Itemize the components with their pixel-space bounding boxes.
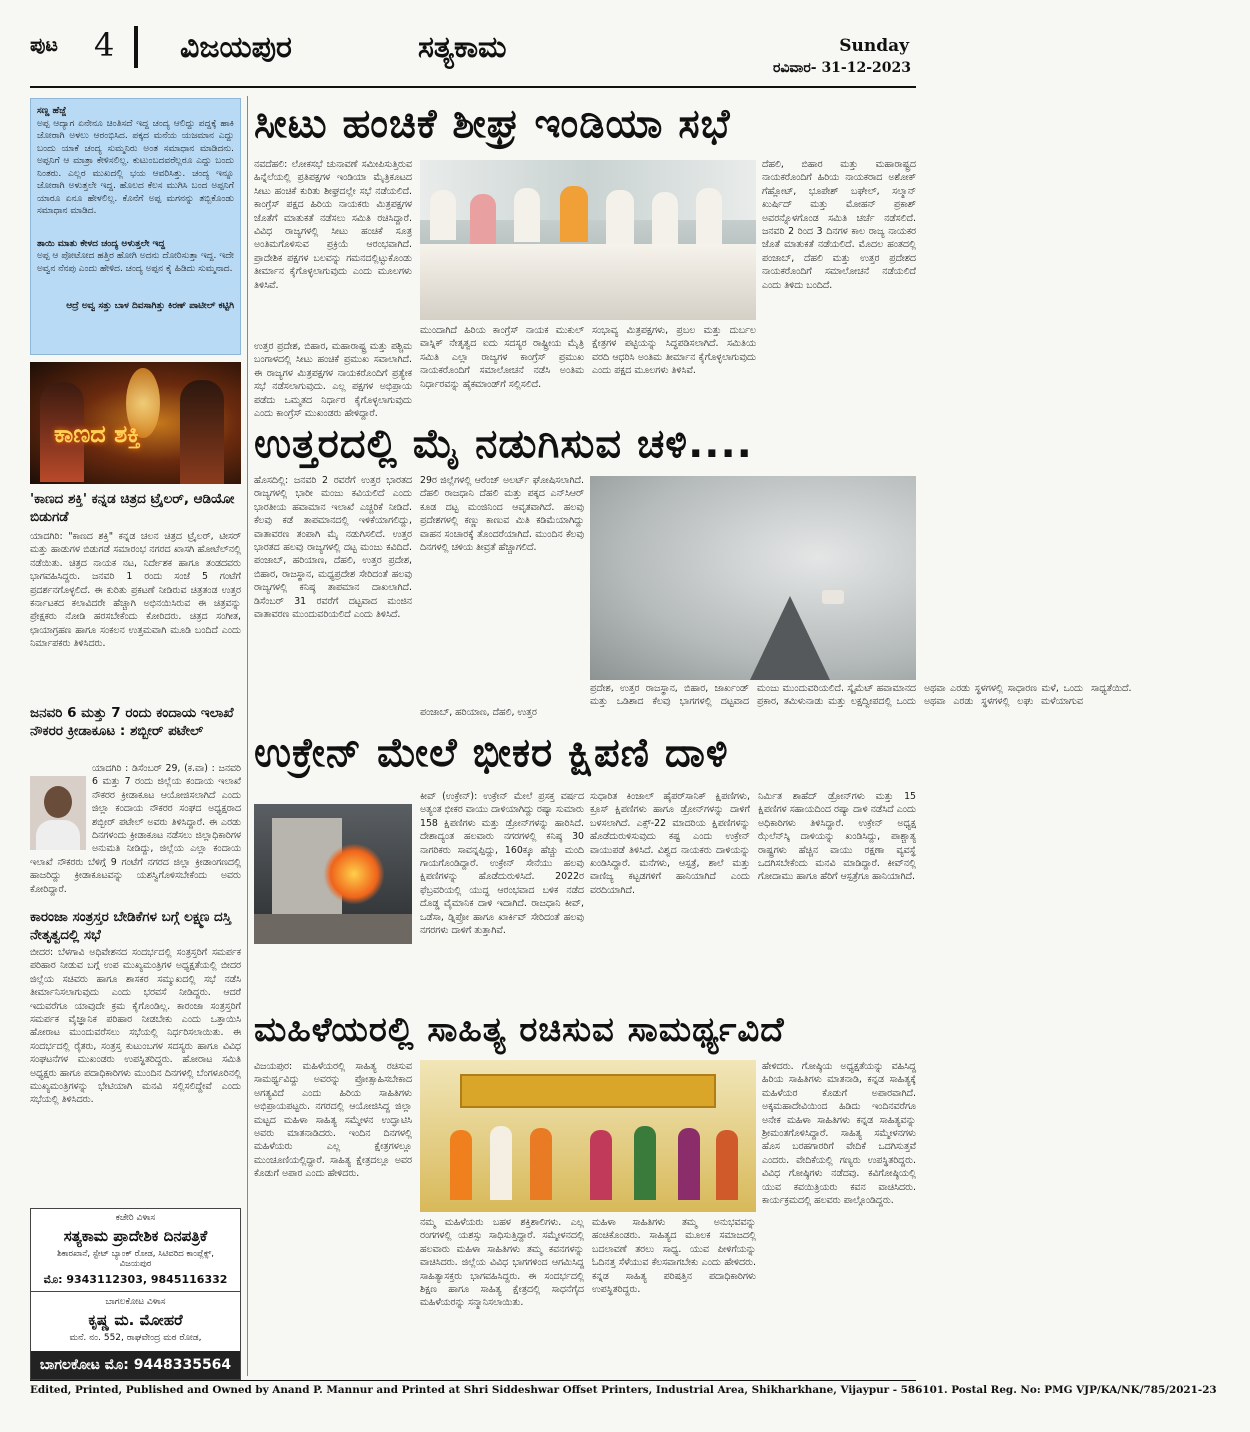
- film-poster: [30, 362, 241, 484]
- fire: [324, 844, 384, 904]
- sports-story-body: [30, 762, 241, 902]
- women-col-3: ಹೇಳಿದರು. ಗೋಷ್ಠಿಯ ಅಧ್ಯಕ್ಷತೆಯನ್ನು ವಹಿಸಿದ್ದ ಹಿರಿಯ ಸಾಹಿತಿಗಳು ಮಾತನಾಡಿ, ಕನ್ನಡ ಸಾಹಿತ್ಯಕ್ಕೆ ಮಹಿಳೆಯರ ಕೊಡುಗೆ ಅಪಾರವಾಗಿದೆ. ಅಕ್ಕಮಹಾದೇವಿಯಿಂದ ಹಿಡಿದು ಇಂದಿನವರೆಗೂ ಅನೇಕ ಮಹಿಳಾ ಸಾಹಿತಿಗಳು ಕನ್ನಡ ಸಾಹಿತ್ಯವನ್ನು ಶ್ರೀಮಂತಗೊಳಿಸಿದ್ದಾರೆ. ಸಾಹಿತ್ಯ ಸಮ್ಮೇಳನಗಳು ಹೊಸ ಬರಹಗಾರರಿಗೆ ವೇದಿಕೆ ಒದಗಿಸುತ್ತವೆ ಎಂದರು. ವೇದಿಕೆಯಲ್ಲಿ ಗಣ್ಯರು ಉಪಸ್ಥಿತರಿದ್ದರು. ವಿವಿಧ ಗೋಷ್ಠಿಗಳು ನಡೆದವು. ಕವಿಗೋಷ್ಠಿಯಲ್ಲಿ ಯುವ ಕವಯಿತ್ರಿಯರು ಕವನ ವಾಚಿಸಿದರು. ಕಾರ್ಯಕ್ರಮದಲ್ಲಿ ಹಲವರು ಪಾಲ್ಗೊಂಡಿದ್ದರು.: [762, 1061, 916, 1207]
- stage-person-3: [530, 1128, 552, 1200]
- fog-road-photo: [590, 476, 916, 680]
- person-1: [430, 190, 456, 240]
- women-col-1: ವಿಜಯಪುರ: ಮಹಿಳೆಯರಲ್ಲಿ ಸಾಹಿತ್ಯ ರಚಿಸುವ ಸಾಮರ್ಥ್ಯವಿದ್ದು ಅವರನ್ನು ಪ್ರೋತ್ಸಾಹಿಸಬೇಕಾದ ಅಗತ್ಯವಿದೆ ಎಂದು ಹಿರಿಯ ಸಾಹಿತಿಗಳು ಅಭಿಪ್ರಾಯಪಟ್ಟರು. ನಗರದಲ್ಲಿ ಆಯೋಜಿಸಿದ್ದ ಜಿಲ್ಲಾ ಮಟ್ಟದ ಮಹಿಳಾ ಸಾಹಿತ್ಯ ಸಮ್ಮೇಳನ ಉದ್ಘಾಟಿಸಿ ಅವರು ಮಾತನಾಡಿದರು. ಇಂದಿನ ದಿನಗಳಲ್ಲಿ ಮಹಿಳೆಯರು ಎಲ್ಲ ಕ್ಷೇತ್ರಗಳಲ್ಲೂ ಮುಂಚೂಣಿಯಲ್ಲಿದ್ದಾರೆ. ಸಾಹಿತ್ಯ ಕ್ಷೇತ್ರದಲ್ಲೂ ಅವರ ಕೊಡುಗೆ ಅಪಾರ ಎಂದು ಹೇಳಿದರು.: [254, 1061, 412, 1180]
- karanja-story-body: ಬೀದರ: ಬೆಳಗಾವಿ ಅಧಿವೇಶನದ ಸಂದರ್ಭದಲ್ಲಿ ಸಂತ್ರಸ್ತರಿಗೆ ಸಮರ್ಪಕ ಪರಿಹಾರ ನೀಡುವ ಬಗ್ಗೆ ಉಪ ಮುಖ್ಯಮಂತ್ರಿಗಳ ಅಧ್ಯಕ್ಷತೆಯಲ್ಲಿ ಬೀದರ ಜಿಲ್ಲೆಯ ಸಚಿವರು ಹಾಗೂ ಶಾಸಕರ ಸಮ್ಮುಖದಲ್ಲಿ ಸಭೆ ನಡೆಸಿ ತೀರ್ಮಾನಿಸಲಾಗುವುದು ಎಂದು ಭರವಸೆ ನೀಡಿದ್ದರು. ಆದರೆ ಇದುವರೆಗೂ ಯಾವುದೇ ಕ್ರಮ ಕೈಗೊಂಡಿಲ್ಲ. ಕಾರಂಜಾ ಸಂತ್ರಸ್ತರಿಗೆ ಸಮರ್ಪಕ ವೈಜ್ಞಾನಿಕ ಪರಿಹಾರ ನೀಡಬೇಕು ಎಂದು ಒತ್ತಾಯಿಸಿ ಹೋರಾಟ ಮುಂದುವರೆಸಲು ಸಭೆಯಲ್ಲಿ ನಿರ್ಧರಿಸಲಾಯಿತು. ಈ ಸಂದರ್ಭದಲ್ಲಿ ರೈತರು, ಸಂತ್ರಸ್ತ ಕುಟುಂಬಗಳ ಸದಸ್ಯರು ಹಾಗೂ ವಿವಿಧ ಸಂಘಟನೆಗಳ ಮುಖಂಡರು ಉಪಸ್ಥಿತರಿದ್ದರು. ಹೋರಾಟ ಸಮಿತಿ ಅಧ್ಯಕ್ಷರು ಹಾಗೂ ಪದಾಧಿಕಾರಿಗಳು ಮುಂದಿನ ದಿನಗಳಲ್ಲಿ ಬೆಂಗಳೂರಿನಲ್ಲಿ ಮುಖ್ಯಮಂತ್ರಿಗಳನ್ನು ಭೇಟಿಯಾಗಿ ಮನವಿ ಸಲ್ಲಿಸಲಿದ್ದೇವೆ ಎಂದು ಸಭೆಯಲ್ಲಿ ತಿಳಿಸಿದರು.: [30, 947, 241, 1106]
- india-col-2: ಉತ್ತರ ಪ್ರದೇಶ, ಬಿಹಾರ, ಮಹಾರಾಷ್ಟ್ರ ಮತ್ತು ಪಶ್ಚಿಮ ಬಂಗಾಳದಲ್ಲಿ ಸೀಟು ಹಂಚಿಕೆ ಪ್ರಮುಖ ಸವಾಲಾಗಿದೆ. ಈ ರಾಜ್ಯಗಳ ಮಿತ್ರಪಕ್ಷಗಳ ನಾಯಕರೊಂದಿಗೆ ಪ್ರತ್ಯೇಕ ಸಭೆ ನಡೆಸಲಾಗುವುದು. ಎಲ್ಲ ಪಕ್ಷಗಳ ಅಭಿಪ್ರಾಯ ಪಡೆದು ಒಮ್ಮತದ ನಿರ್ಧಾರ ಕೈಗೊಳ್ಳಲಾಗುವುದು ಎಂದು ಕಾಂಗ್ರೆಸ್ ಮುಖಂಡರು ಹೇಳಿದ್ದಾರೆ.: [254, 341, 412, 420]
- ukraine-headline: ಉಕ್ರೇನ್ ಮೇಲೆ ಭೀಕರ ಕ್ಷಿಪಣಿ ದಾಳಿ: [254, 730, 729, 776]
- imprint-line: Edited, Printed, Published and Owned by Anand P. Mannur and Printed at Shri Siddeshwar Offset Printers, Industrial Area, Shikharkhane, Vijaypur - 586101. Postal Reg. No: PMG VJP/KA/NK/785/2021-23: [30, 1384, 1217, 1396]
- women-col-2b: ಮಹಿಳಾ ಸಾಹಿತಿಗಳು ತಮ್ಮ ಅನುಭವವನ್ನು ಹಂಚಿಕೊಂಡರು. ಸಾಹಿತ್ಯದ ಮೂಲಕ ಸಮಾಜದಲ್ಲಿ ಬದಲಾವಣೆ ತರಲು ಸಾಧ್ಯ. ಯುವ ಪೀಳಿಗೆಯನ್ನು ಓದಿನತ್ತ ಸೆಳೆಯುವ ಕೆಲಸವಾಗಬೇಕು ಎಂದು ಹೇಳಿದರು. ಕನ್ನಡ ಸಾಹಿತ್ಯ ಪರಿಷತ್ತಿನ ಪದಾಧಿಕಾರಿಗಳು ಉಪಸ್ಥಿತರಿದ್ದರು.: [592, 1217, 756, 1296]
- rubble: [254, 914, 412, 944]
- office-address-ad: [30, 1208, 241, 1380]
- edition-city: ವಿಜಯಪುರ: [180, 30, 292, 65]
- paper-name: ಸತ್ಯಕಾಮ: [418, 30, 507, 65]
- stage-person-7: [716, 1130, 738, 1200]
- india-col-1: ನವದೆಹಲಿ: ಲೋಕಸಭೆ ಚುನಾವಣೆ ಸಮೀಪಿಸುತ್ತಿರುವ ಹಿನ್ನೆಲೆಯಲ್ಲಿ ಪ್ರತಿಪಕ್ಷಗಳ ಇಂಡಿಯಾ ಮೈತ್ರಿಕೂಟದ ಸೀಟು ಹಂಚಿಕೆ ಕುರಿತು ಶೀಘ್ರದಲ್ಲೇ ಸಭೆ ನಡೆಯಲಿದೆ. ಕಾಂಗ್ರೆಸ್ ಪಕ್ಷದ ಹಿರಿಯ ನಾಯಕರು ಮಿತ್ರಪಕ್ಷಗಳ ಜೊತೆಗೆ ಮಾತುಕತೆ ನಡೆಸಲು ಸಮಿತಿ ರಚಿಸಿದ್ದಾರೆ. ವಿವಿಧ ರಾಜ್ಯಗಳಲ್ಲಿ ಸೀಟು ಹಂಚಿಕೆ ಸೂತ್ರ ಅಂತಿಮಗೊಳಿಸುವ ಪ್ರಕ್ರಿಯೆ ಆರಂಭವಾಗಿದೆ. ಪ್ರಾದೇಶಿಕ ಪಕ್ಷಗಳ ಬಲವನ್ನು ಗಮನದಲ್ಲಿಟ್ಟುಕೊಂಡು ತೀರ್ಮಾನ ಕೈಗೊಳ್ಳಲಾಗುವುದು ಎಂದು ಮೂಲಗಳು ತಿಳಿಸಿವೆ.: [254, 159, 412, 291]
- india-col-3: ದೆಹಲಿ, ಬಿಹಾರ ಮತ್ತು ಮಹಾರಾಷ್ಟ್ರದ ನಾಯಕರೊಂದಿಗೆ ಹಿರಿಯ ನಾಯಕರಾದ ಅಶೋಕ್ ಗೆಹ್ಲೋಟ್, ಭೂಪೇಶ್ ಬಘೇಲ್, ಸಲ್ಮಾನ್ ಖುರ್ಷಿದ್ ಮತ್ತು ಮೋಹನ್ ಪ್ರಕಾಶ್ ಅವರನ್ನೊಳಗೊಂಡ ಸಮಿತಿ ಚರ್ಚೆ ನಡೆಸಲಿದೆ. ಜನವರಿ 2 ರಿಂದ 3 ದಿನಗಳ ಕಾಲ ರಾಜ್ಯ ನಾಯಕರ ಜೊತೆ ಮಾತುಕತೆ ನಡೆಯಲಿದೆ. ಮೊದಲ ಹಂತದಲ್ಲಿ ಪಂಜಾಬ್, ದೆಹಲಿ ಮತ್ತು ಉತ್ತರ ಪ್ರದೇಶದ ನಾಯಕರೊಂದಿಗೆ ಸಮಾಲೋಚನೆ ನಡೆಯಲಿದೆ ಎಂದು ತಿಳಿದು ಬಂದಿದೆ.: [762, 159, 916, 291]
- page-label: ಪುಟ: [30, 34, 58, 56]
- masthead-rule: [30, 86, 916, 88]
- poster-figure-right: [180, 380, 224, 484]
- india-col-2b: ಮುಂದಾಗಿದೆ ಹಿರಿಯ ಕಾಂಗ್ರೆಸ್ ನಾಯಕ ಮುಕುಲ್ ವಾಸ್ನಿಕ್ ನೇತೃತ್ವದ ಐದು ಸದಸ್ಯರ ರಾಷ್ಟ್ರೀಯ ಮೈತ್ರಿ ಸಮಿತಿ ಎಲ್ಲಾ ರಾಜ್ಯಗಳ ಕಾಂಗ್ರೆಸ್ ಪ್ರಮುಖ ನಾಯಕರೊಂದಿಗೆ ಸಮಾಲೋಚನೆ ನಡೆಸಿ ಅಂತಿಮ ನಿರ್ಧಾರವನ್ನು ಹೈಕಮಾಂಡ್‌ಗೆ ಸಲ್ಲಿಸಲಿದೆ.: [420, 325, 584, 390]
- karanja-story-headline: ಕಾರಂಜಾ ಸಂತ್ರಸ್ತರ ಬೇಡಿಕೆಗಳ ಬಗ್ಗೆ ಲಕ್ಷ್ಮಣ ದಸ್ತಿ ನೇತೃತ್ವದಲ್ಲಿ ಸಭೆ: [30, 909, 232, 943]
- film-story-headline: 'ಕಾಣದ ಶಕ್ತಿ' ಕನ್ನಡ ಚಿತ್ರದ ಟ್ರೈಲರ್, ಆಡಿಯೋ ಬಿಡುಗಡೆ: [30, 491, 235, 525]
- missile-strike-photo: [254, 804, 412, 944]
- masthead-divider: [134, 26, 138, 68]
- day-english: Sunday: [839, 36, 909, 56]
- women-col-1b: ನಮ್ಮ ಮಹಿಳೆಯರು ಬಹಳ ಶಕ್ತಿಶಾಲಿಗಳು. ಎಲ್ಲ ರಂಗಗಳಲ್ಲಿ ಯಶಸ್ಸು ಸಾಧಿಸುತ್ತಿದ್ದಾರೆ. ಸಮ್ಮೇಳನದಲ್ಲಿ ಹಲವಾರು ಮಹಿಳಾ ಸಾಹಿತಿಗಳು ತಮ್ಮ ಕವನಗಳನ್ನು ವಾಚಿಸಿದರು. ಜಿಲ್ಲೆಯ ವಿವಿಧ ಭಾಗಗಳಿಂದ ಆಗಮಿಸಿದ್ದ ಸಾಹಿತ್ಯಾಸಕ್ತರು ಭಾಗವಹಿಸಿದ್ದರು. ಈ ಸಂದರ್ಭದಲ್ಲಿ ಶಿಕ್ಷಣ ಹಾಗೂ ಸಾಹಿತ್ಯ ಕ್ಷೇತ್ರದಲ್ಲಿ ಸಾಧನೆಗೈದ ಮಹಿಳೆಯರನ್ನು ಸನ್ಮಾನಿಸಲಾಯಿತು.: [420, 1217, 584, 1309]
- page-number: 4: [94, 26, 115, 64]
- person-4: [560, 186, 588, 242]
- ad-branch-address: ಮನೆ. ನಂ. 552, ರಾಘವೇಂದ್ರ ಮಠ ರೋಡ,: [69, 1333, 202, 1343]
- women-headline: ಮಹಿಳೆಯರಲ್ಲಿ ಸಾಹಿತ್ಯ ರಚಿಸುವ ಸಾಮರ್ಥ್ಯವಿದೆ: [254, 1010, 785, 1050]
- sports-story-headline: ಜನವರಿ 6 ಮತ್ತು 7 ರಂದು ಕಂದಾಯ ಇಲಾಖೆ ನೌಕರರ ಕ್ರೀಡಾಕೂಟ : ಶಬ್ಬೀರ್ ಪಟೇಲ್: [30, 705, 234, 739]
- cold-caption: ಪ್ರದೇಶ, ಉತ್ತರ ರಾಜಸ್ಥಾನ, ಬಿಹಾರ, ಜಾರ್ಖಂಡ್ ಮತ್ತು ಒಡಿಶಾದ ಕೆಲವು ಭಾಗಗಳಲ್ಲಿ ದಟ್ಟವಾದ ಮಂಜು ಮುಂದುವರಿಯಲಿದೆ. ಸ್ಕೈಮೆಟ್ ಹವಾಮಾನದ ಪ್ರಕಾರ, ತಮಿಳುನಾಡು ಮತ್ತು ಲಕ್ಷದ್ವೀಪದಲ್ಲಿ ಒಂದು ಅಥವಾ ಎರಡು ಸ್ಥಳಗಳಲ್ಲಿ ಸಾಧಾರಣ ಮಳೆ, ಒಂದು ಅಥವಾ ಎರಡು ಸ್ಥಳಗಳಲ್ಲಿ ಲಘು ಮಳೆಯಾಗುವ ಸಾಧ್ಯತೆಯಿದೆ.: [590, 683, 1132, 708]
- ad-paper-name: ಸತ್ಯಕಾಮ ಪ್ರಾದೇಶಿಕ ದಿನಪತ್ರಿಕೆ: [63, 1227, 208, 1245]
- india-col-3b: ಸಂಭಾವ್ಯ ಮಿತ್ರಪಕ್ಷಗಳು, ಪ್ರಬಲ ಮತ್ತು ದುರ್ಬಲ ಕ್ಷೇತ್ರಗಳ ಪಟ್ಟಿಯನ್ನು ಸಿದ್ಧಪಡಿಸಲಾಗಿದೆ. ಸಮಿತಿಯ ವರದಿ ಆಧರಿಸಿ ಅಂತಿಮ ತೀರ್ಮಾನ ಕೈಗೊಳ್ಳಲಾಗುವುದು ಎಂದು ಪಕ್ಷದ ಮೂಲಗಳು ತಿಳಿಸಿವೆ.: [592, 325, 756, 377]
- film-story-body: ಯಾದಗಿರಿ: "ಕಾಣದ ಶಕ್ತಿ" ಕನ್ನಡ ಚಲನ ಚಿತ್ರದ ಟ್ರೈಲರ್, ಟೀಸರ್ ಮತ್ತು ಹಾಡುಗಳ ಬಿಡುಗಡೆ ಸಮಾರಂಭ ನಗರದ ಖಾಸಗಿ ಹೋಟೆಲ್‌ನಲ್ಲಿ ನಡೆಯಿತು. ಚಿತ್ರದ ನಾಯಕ ನಟ, ನಿರ್ದೇಶಕ ಹಾಗೂ ತಂಡದವರು ಭಾಗವಹಿಸಿದ್ದರು. ಜನವರಿ 1 ರಂದು ಸಂಜೆ 5 ಗಂಟೆಗೆ ಪ್ರದರ್ಶನಗೊಳ್ಳಲಿದೆ. ಈ ಕುರಿತು ಪ್ರಕಟಣೆ ನೀಡಿರುವ ಚಿತ್ರತಂಡ ಉತ್ತರ ಕರ್ನಾಟಕದ ಕಲಾವಿದರೇ ಹೆಚ್ಚಾಗಿ ಅಭಿನಯಿಸಿರುವ ಈ ಚಿತ್ರವನ್ನು ಪ್ರೇಕ್ಷಕರು ನೋಡಿ ಹರಸಬೇಕೆಂದು ಕೋರಿದರು. ಚಿತ್ರದ ಸಂಗೀತ, ಛಾಯಾಗ್ರಹಣ ಹಾಗೂ ಸಂಕಲನ ಉತ್ತಮವಾಗಿ ಮೂಡಿ ಬಂದಿದೆ ಎಂದು ನಿರ್ಮಾಪಕರು ತಿಳಿಸಿದರು.: [30, 531, 241, 650]
- footer-rule: [30, 1380, 916, 1381]
- person-7: [696, 188, 722, 244]
- stage-person-6: [678, 1128, 700, 1200]
- person-2: [470, 194, 496, 244]
- sammelana-stage-photo: [420, 1060, 756, 1212]
- stage-person-5: [634, 1126, 656, 1200]
- ad-branch-name: ಕೃಷ್ಣ ಮ. ಮೋಹರೆ: [88, 1311, 183, 1329]
- sports-story-text: ಯಾದಗಿರಿ : ಡಿಸೆಂಬರ್ 29, (ಕ.ವಾ) : ಜನವರಿ 6 ಮತ್ತು 7 ರಂದು ಜಿಲ್ಲೆಯ ಕಂದಾಯ ಇಲಾಖೆ ನೌಕರರ ಕ್ರೀಡಾಕೂಟ ಆಯೋಜಿಸಲಾಗಿದೆ ಎಂದು ಜಿಲ್ಲಾ ಕಂದಾಯ ನೌಕರರ ಸಂಘದ ಅಧ್ಯಕ್ಷರಾದ ಶಬ್ಬೀರ್ ಪಟೇಲ್ ಅವರು ತಿಳಿಸಿದ್ದಾರೆ. ಈ ಎರಡು ದಿನಗಳಂದು ಕ್ರೀಡಾಕೂಟ ನಡೆಸಲು ಜಿಲ್ಲಾಧಿಕಾರಿಗಳ ಅನುಮತಿ ನೀಡಿದ್ದು, ಜಿಲ್ಲೆಯ ಎಲ್ಲಾ ಕಂದಾಯ ಇಲಾಖೆ ನೌಕರರು ಬೆಳಿಗ್ಗೆ 9 ಗಂಟೆಗೆ ನಗರದ ಜಿಲ್ಲಾ ಕ್ರೀಡಾಂಗಣದಲ್ಲಿ ಹಾಜರಿದ್ದು ಕ್ರೀಡಾಕೂಟವನ್ನು ಯಶಸ್ವಿಗೊಳಿಸಬೇಕೆಂದು ಅವರು ಕೋರಿದ್ದಾರೆ.: [30, 763, 241, 895]
- person-5: [606, 190, 634, 244]
- poster-title: ಕಾಣದ ಶಕ್ತಿ: [54, 420, 141, 448]
- short-story-heading: ಸಣ್ಣ ಹೆಜ್ಜೆ: [37, 106, 67, 116]
- cold-col-2b: ಪಂಜಾಬ್, ಹರಿಯಾಣ, ದೆಹಲಿ, ಉತ್ತರ: [420, 707, 537, 718]
- photo-seats: [420, 244, 756, 320]
- ad-branch-label: ಬಾಗಲಕೋಟ ವಿಳಾಸ: [105, 1297, 166, 1307]
- ukraine-col-3: ನಿರ್ಮಿತ ಶಾಹೆದ್ ಡ್ರೋನ್‌ಗಳು ಮತ್ತು 15 ಕ್ಷಿಪಣಿಗಳ ಸಹಾಯದಿಂದ ರಷ್ಯಾ ದಾಳಿ ನಡೆಸಿದೆ ಎಂದು ಅಧಿಕಾರಿಗಳು ತಿಳಿಸಿದ್ದಾರೆ. ಉಕ್ರೇನ್ ಅಧ್ಯಕ್ಷ ಝೆಲೆನ್‌ಸ್ಕಿ ದಾಳಿಯನ್ನು ಖಂಡಿಸಿದ್ದು, ಪಾಶ್ಚಾತ್ಯ ರಾಷ್ಟ್ರಗಳು ಹೆಚ್ಚಿನ ವಾಯು ರಕ್ಷಣಾ ವ್ಯವಸ್ಥೆ ಒದಗಿಸಬೇಕೆಂದು ಮನವಿ ಮಾಡಿದ್ದಾರೆ. ಕೀವ್‌ನಲ್ಲಿ ಗೋದಾಮು ಹಾಗೂ ಹೆರಿಗೆ ಆಸ್ಪತ್ರೆಗೂ ಹಾನಿಯಾಗಿದೆ.: [758, 791, 916, 883]
- ad-address: ಶಿಕಾರಖಾನೆ, ಸ್ಟೇಟ್ ಬ್ಯಾಂಕ್ ರೋಡ, ಸಿಟಿವರಿದ ಕಾಂಪ್ಲೆಕ್ಸ್, ವಿಜಯಪುರ: [57, 1249, 214, 1269]
- fog-road: [750, 596, 830, 680]
- stage-person-2: [490, 1126, 512, 1200]
- person-3: [514, 188, 540, 242]
- ukraine-col-1: ಕೀವ್ (ಉಕ್ರೇನ್): ಉಕ್ರೇನ್ ಮೇಲೆ ಪ್ರಸಕ್ತ ವರ್ಷದ ಅತ್ಯಂತ ಭೀಕರ ವಾಯು ದಾಳಿಯಾಗಿದ್ದು ರಷ್ಯಾ ಸುಮಾರು 158 ಕ್ಷಿಪಣಿಗಳು ಮತ್ತು ಡ್ರೋನ್‌ಗಳನ್ನು ಹಾರಿಸಿದೆ. ದೇಶಾದ್ಯಂತ ಹಲವಾರು ನಗರಗಳಲ್ಲಿ ಕನಿಷ್ಠ 30 ನಾಗರಿಕರು ಸಾವನ್ನಪ್ಪಿದ್ದು, 160ಕ್ಕೂ ಹೆಚ್ಚು ಮಂದಿ ಗಾಯಗೊಂಡಿದ್ದಾರೆ. ಉಕ್ರೇನ್ ಸೇನೆಯು ಹಲವು ಕ್ಷಿಪಣಿಗಳನ್ನು ಹೊಡೆದುರುಳಿಸಿದೆ. 2022ರ ಫೆಬ್ರವರಿಯಲ್ಲಿ ಯುದ್ಧ ಆರಂಭವಾದ ಬಳಿಕ ನಡೆದ ದೊಡ್ಡ ವೈಮಾನಿಕ ದಾಳಿ ಇದಾಗಿದೆ. ರಾಜಧಾನಿ ಕೀವ್, ಒಡೆಸಾ, ಡ್ನಿಪ್ರೋ ಹಾಗೂ ಖಾರ್ಕಿವ್ ಸೇರಿದಂತೆ ಹಲವು ನಗರಗಳು ದಾಳಿಗೆ ತುತ್ತಾಗಿವೆ.: [420, 791, 584, 937]
- stage-person-4: [590, 1130, 612, 1200]
- ukraine-col-2: ಸುಧಾರಿತ ಕಿಂಜಾಲ್ ಹೈಪರ್‌ಸಾನಿಕ್ ಕ್ಷಿಪಣಿಗಳು, ಕ್ರೂಸ್ ಕ್ಷಿಪಣಿಗಳು ಹಾಗೂ ಡ್ರೋನ್‌ಗಳನ್ನು ದಾಳಿಗೆ ಬಳಸಲಾಗಿದೆ. ಎಕ್ಸ್-22 ಮಾದರಿಯ ಕ್ಷಿಪಣಿಗಳನ್ನು ಹೊಡೆದುರುಳಿಸುವುದು ಕಷ್ಟ ಎಂದು ಉಕ್ರೇನ್ ವಾಯುಪಡೆ ತಿಳಿಸಿದೆ. ವಿಶ್ವದ ನಾಯಕರು ದಾಳಿಯನ್ನು ಖಂಡಿಸಿದ್ದಾರೆ. ಮನೆಗಳು, ಆಸ್ಪತ್ರೆ, ಶಾಲೆ ಮತ್ತು ವಾಣಿಜ್ಯ ಕಟ್ಟಡಗಳಿಗೆ ಹಾನಿಯಾಗಿದೆ ಎಂದು ವರದಿಯಾಗಿದೆ.: [590, 791, 750, 896]
- short-story-signature: ಆದ್ರೆ ಅವ್ವ ಸತ್ತು ಬಾಳ ದಿವಸಾಗಿತ್ತು ಕಿರಣ್ ಪಾಟೀಲ್ ಕಟ್ಟಿಗಿ: [66, 301, 234, 311]
- india-meeting-photo: [420, 160, 756, 320]
- short-story-body: ಅಪ್ಪ ಆದ್ಯಾಗ ಏನೇನೂ ಚಿಂತಿಸದೆ ಇದ್ದ ಚಂದ್ಯ ಆಲಿದ್ದು ಪದ್ದಕ್ಕೆ ಹಾಕಿ ಜೋರಾಗಿ ಅಳಲು ಆರಂಭಿಸಿದ. ಪಕ್ಕದ ಮನೆಯ ಯಜಮಾನ ಎದ್ದು ಬಂದು ಯಾಕೆ ಚಂದ್ಯ ಸುಮ್ಮನಿರು ಅಂತ ಸಮಾಧಾನ ಮಾಡಿದನು. ಅಪ್ಪನಿಗೆ ಆ ಮಾತ್ರಾ ಕೇಳಿಸಲಿಲ್ಲ. ಕುಟುಂಬದವರೆಲ್ಲರೂ ಎದ್ದು ಬಂದು ನಿಂತರು. ಎಲ್ಲರ ಮುಖದಲ್ಲಿ ಭಯ ಆವರಿಸಿತ್ತು. ಚಂದ್ಯ ಇನ್ನೂ ಜೋರಾಗಿ ಅಳುತ್ತಲೇ ಇದ್ದ. ಹೊಲದ ಕೆಲಸ ಮುಗಿಸಿ ಬಂದ ಅಪ್ಪನಿಗೆ ಯಾರೂ ಏನೂ ಹೇಳಲಿಲ್ಲ. ಕೊನೆಗೆ ಅಪ್ಪ ಮಗನನ್ನು ತಬ್ಬಿಕೊಂಡು ಸಮಾಧಾನ ಮಾಡಿದ.: [37, 118, 234, 216]
- cold-col-1: ಹೊಸದಿಲ್ಲಿ: ಜನವರಿ 2 ರವರೆಗೆ ಉತ್ತರ ಭಾರತದ ರಾಜ್ಯಗಳಲ್ಲಿ ಭಾರೀ ಮಂಜು ಕವಿಯಲಿದೆ ಎಂದು ಭಾರತೀಯ ಹವಾಮಾನ ಇಲಾಖೆ ಎಚ್ಚರಿಕೆ ನೀಡಿದೆ. ಕೆಲವು ಕಡೆ ತಾಪಮಾನದಲ್ಲಿ ಇಳಿಕೆಯಾಗಲಿದ್ದು, ವಾತಾವರಣ ತಂಪಾಗಿ ಮೈ ನಡುಗಿಸಲಿದೆ. ಉತ್ತರ ಭಾರತದ ಹಲವು ರಾಜ್ಯಗಳಲ್ಲಿ ದಟ್ಟ ಮಂಜು ಕವಿದಿದೆ. ಪಂಜಾಬ್, ಹರಿಯಾಣ, ದೆಹಲಿ, ಉತ್ತರ ಪ್ರದೇಶ, ಬಿಹಾರ, ರಾಜಸ್ಥಾನ, ಮಧ್ಯಪ್ರದೇಶ ಸೇರಿದಂತೆ ಹಲವು ರಾಜ್ಯಗಳಲ್ಲಿ ಕನಿಷ್ಠ ತಾಪಮಾನ ದಾಖಲಾಗಿದೆ. ಡಿಸೆಂಬರ್ 31 ರವರೆಗೆ ದಟ್ಟವಾದ ಮಂಜಿನ ವಾತಾವರಣ ಮುಂದುವರಿಯಲಿದೆ ಎಂದು ತಿಳಿಸಿದೆ.: [254, 475, 412, 621]
- short-story-body-2: ಅಪ್ಪ ಆ ಪೋಟೋದ ಹತ್ತಿರ ಹೋಗಿ ಅದನು ದೋರಿಸುತ್ತಾ ಇದ್ದ. ಇದೇ ಅವ್ವನ ನೆನಪು ಎಂದು ಹೇಳಿದ. ಚಂದ್ಯ ಅಪ್ಪನ ಕೈ ಹಿಡಿದು ಸುಮ್ಮನಾದ.: [37, 251, 234, 274]
- india-headline: ಸೀಟು ಹಂಚಿಕೆ ಶೀಘ್ರ ಇಂಡಿಯಾ ಸಭೆ: [254, 101, 731, 147]
- ad-office-label: ಕಚೇರಿ ವಿಳಾಸ: [115, 1213, 156, 1223]
- issue-date: ರವಿವಾರ- 31-12-2023: [772, 60, 911, 76]
- ad-phone: ಮೊ: 9343112303, 9845116332: [43, 1273, 228, 1286]
- short-story-subheading: ತಾಯಿ ಮಾತು ಕೇಳದ ಚಂದ್ಯ ಅಳುತ್ತಲೇ ಇದ್ದ: [37, 238, 166, 249]
- short-story-box: [30, 98, 241, 355]
- column-rule-left: [247, 96, 248, 1376]
- person-6: [652, 192, 678, 244]
- stage-person-1: [450, 1130, 472, 1200]
- stage-banner: [460, 1074, 716, 1108]
- ad-divider: [31, 1291, 240, 1292]
- cold-col-2: 29ರ ಜಿಲ್ಲೆಗಳಲ್ಲಿ ಆರೆಂಜ್ ಅಲರ್ಟ್ ಘೋಷಿಸಲಾಗಿದೆ. ದೆಹಲಿ ರಾಜಧಾನಿ ದೆಹಲಿ ಮತ್ತು ಪಕ್ಕದ ಎನ್‌ಸಿಆರ್ ಕೂಡ ದಟ್ಟ ಮಂಜಿನಿಂದ ಆವೃತವಾಗಿದೆ. ಹಲವು ಪ್ರದೇಶಗಳಲ್ಲಿ ಕಣ್ಣು ಕಾಣುವ ಮಿತಿ ಕಡಿಮೆಯಾಗಿದ್ದು ವಾಹನ ಸಂಚಾರಕ್ಕೆ ತೊಂದರೆಯಾಗಿದೆ. ಮುಂದಿನ ಕೆಲವು ದಿನಗಳಲ್ಲಿ ಚಳಿಯ ತೀವ್ರತೆ ಹೆಚ್ಚಾಗಲಿದೆ.: [420, 475, 584, 554]
- cold-headline: ಉತ್ತರದಲ್ಲಿ ಮೈ ನಡುಗಿಸುವ ಚಳಿ....: [254, 421, 753, 467]
- fog-car: [822, 590, 844, 604]
- ad-branch-phone: ಬಾಗಲಕೋಟ ಮೊ: 9448335564: [31, 1351, 240, 1379]
